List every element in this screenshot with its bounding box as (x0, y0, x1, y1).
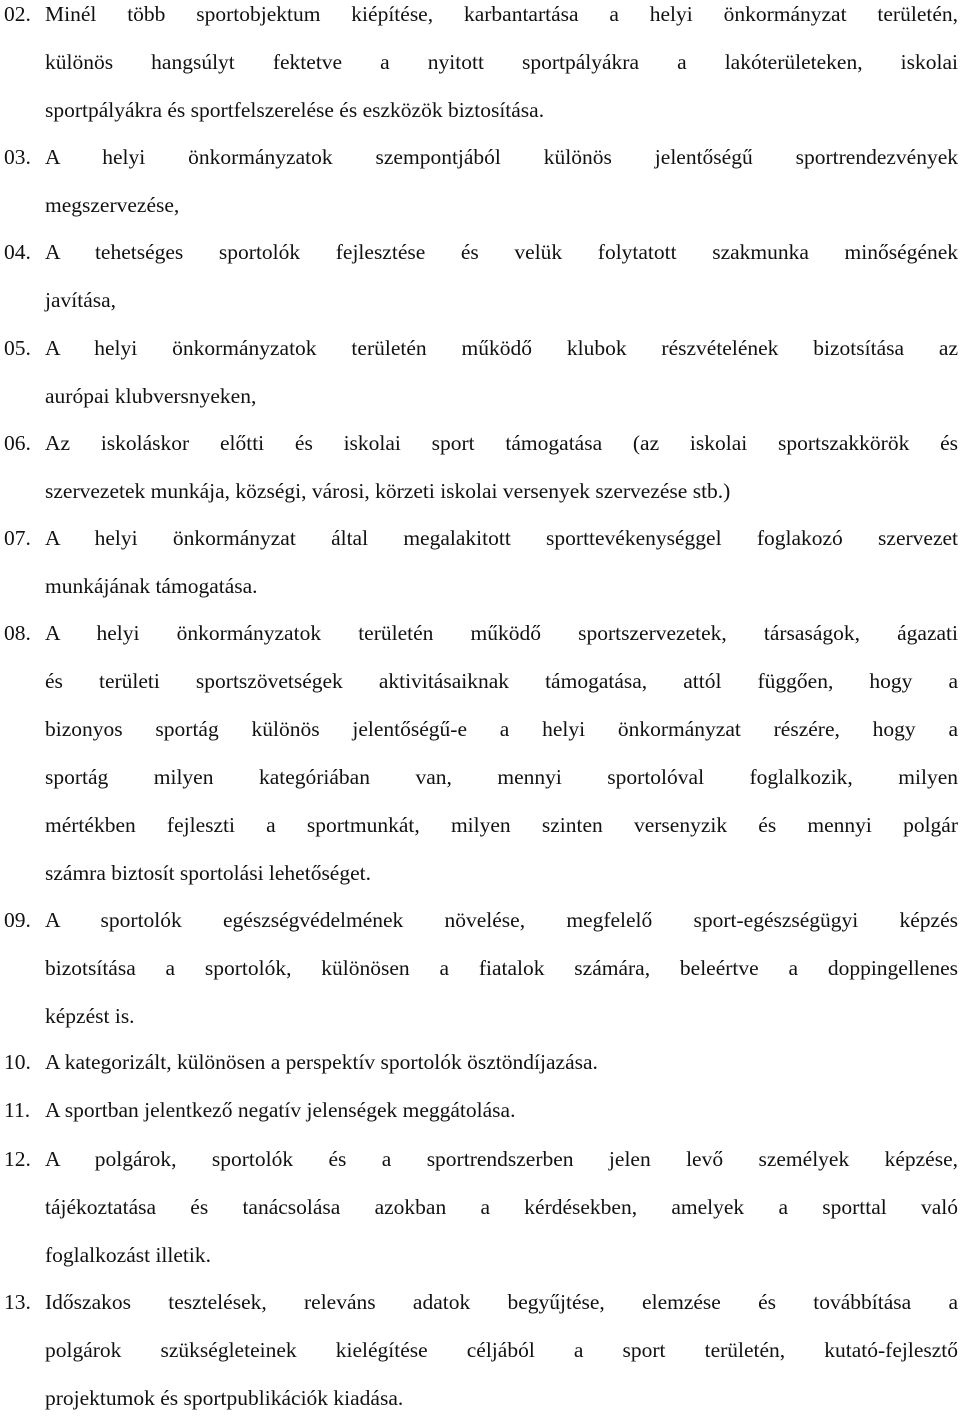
item-number: 06. (4, 431, 31, 455)
item-text-line: A sportban jelentkező negatív jelenségek meggátolása. (45, 1098, 516, 1122)
item-text-line: A polgárok, sportolók és a sportrendszerben jelen levő személyek képzése, (45, 1147, 958, 1171)
item-text-line: A kategorizált, különösen a perspektív sportolók ösztöndíjazása. (45, 1050, 598, 1074)
item-text-line: munkájának támogatása. (45, 574, 258, 598)
item-number: 11. (4, 1098, 31, 1122)
item-text-line: A helyi önkormányzatok területén működő sportszervezetek, társaságok, ágazati (45, 621, 958, 645)
item-number: 10. (4, 1050, 31, 1074)
item-number: 03. (4, 145, 31, 169)
item-text-line: szervezetek munkája, községi, városi, körzeti iskolai versenyek szervezése stb.) (45, 479, 731, 503)
item-text-line: aurópai klubversnyeken, (45, 384, 257, 408)
item-text-line: sportág milyen kategóriában van, mennyi sportolóval foglalkozik, milyen (45, 765, 958, 789)
item-number: 05. (4, 336, 31, 360)
item-text-line: A helyi önkormányzat által megalakitott sporttevékenységgel foglakozó szervezet (45, 526, 958, 550)
item-text-line: bizonyos sportág különös jelentőségű-e a helyi önkormányzat részére, hogy a (45, 717, 958, 741)
item-text-line: A helyi önkormányzatok területén működő klubok részvételének bizotsítása az (45, 336, 958, 360)
item-text-line: és területi sportszövetségek aktivitásaiknak támogatása, attól függően, hogy a (45, 669, 958, 693)
item-text-line: számra biztosít sportolási lehetőséget. (45, 861, 371, 885)
item-text-line: A tehetséges sportolók fejlesztése és velük folytatott szakmunka minőségének (45, 240, 958, 264)
item-text-line: bizotsítása a sportolók, különösen a fiatalok számára, beleértve a doppingellenes (45, 956, 958, 980)
item-text-line: Minél több sportobjektum kiépítése, karbantartása a helyi önkormányzat területén, (45, 2, 958, 26)
item-text-line: megszervezése, (45, 193, 180, 217)
item-number: 13. (4, 1290, 31, 1314)
item-text-line: A helyi önkormányzatok szempontjából különös jelentőségű sportrendezvények (45, 145, 958, 169)
item-text-line: polgárok szükségleteinek kielégítése céljából a sport területén, kutató-fejlesztő (45, 1338, 958, 1362)
item-text-line: képzést is. (45, 1004, 135, 1028)
item-number: 08. (4, 621, 31, 645)
item-text-line: javítása, (45, 288, 117, 312)
item-number: 04. (4, 240, 31, 264)
item-text-line: Időszakos tesztelések, releváns adatok begyűjtése, elemzése és továbbítása a (45, 1290, 958, 1314)
item-number: 07. (4, 526, 31, 550)
item-text-line: sportpályákra és sportfelszerelése és eszközök biztosítása. (45, 98, 545, 122)
item-text-line: projektumok és sportpublikációk kiadása. (45, 1386, 404, 1410)
item-number: 12. (4, 1147, 31, 1171)
item-number: 09. (4, 908, 31, 932)
item-text-line: A sportolók egészségvédelmének növelése, megfelelő sport-egészségügyi képzés (45, 908, 958, 932)
item-text-line: Az iskoláskor előtti és iskolai sport támogatása (az iskolai sportszakkörök és (45, 431, 958, 455)
item-text-line: foglalkozást illetik. (45, 1243, 211, 1267)
item-number: 02. (4, 2, 31, 26)
item-text-line: mértékben fejleszti a sportmunkát, milyen szinten versenyzik és mennyi polgár (45, 813, 958, 837)
item-text-line: különös hangsúlyt fektetve a nyitott sportpályákra a lakóterületeken, iskolai (45, 50, 958, 74)
item-text-line: tájékoztatása és tanácsolása azokban a kérdésekben, amelyek a sporttal való (45, 1195, 958, 1219)
